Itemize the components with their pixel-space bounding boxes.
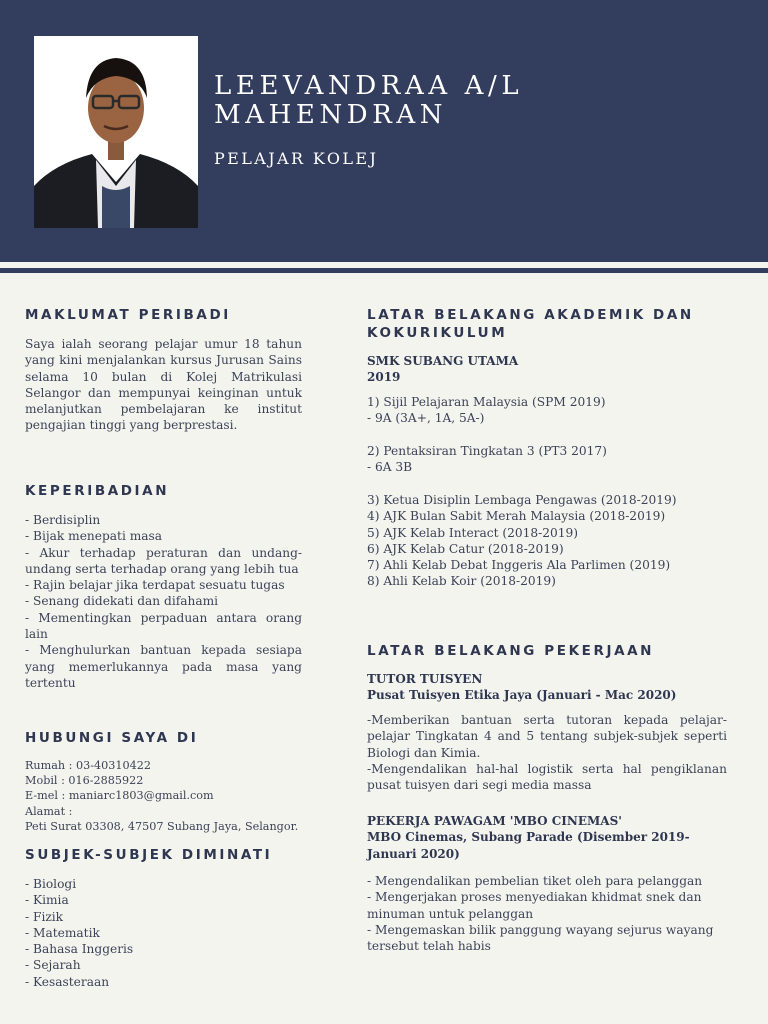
job2-desc xyxy=(367,873,727,954)
personality-list xyxy=(25,512,302,691)
activities-list xyxy=(367,492,737,590)
academic-results xyxy=(367,394,737,427)
pt3-title: 2) Pentaksiran Tingkatan 3 (PT3 2017) xyxy=(367,444,607,458)
activity-item: 3) Ketua Disiplin Lembaga Pengawas (2018-2019) xyxy=(367,493,677,507)
subject-item: - Bahasa Inggeris xyxy=(25,942,134,957)
job2-desc-item: - Mengemaskan bilik panggung wayang sejurus wayang tersebut telah habis xyxy=(367,922,714,954)
profile-photo xyxy=(34,36,198,228)
contact-address: Peti Surat 03308, 47507 Subang Jaya, Selangor. xyxy=(25,819,299,833)
job1-org: Pusat Tuisyen Etika Jaya (Januari - Mac 2020) xyxy=(367,688,677,702)
job1-desc xyxy=(367,712,727,793)
personality-item: - Rajin belajar jika terdapat sesuatu tugas xyxy=(25,578,285,593)
job2-desc-item: - Mengerjakan proses menyediakan khidmat snek dan minuman untuk pelanggan xyxy=(367,890,702,921)
contact-home-phone: Rumah : 03-40310422 xyxy=(25,759,151,772)
subject-item: - Matematik xyxy=(25,925,100,940)
personality-item: - Akur terhadap peraturan dan undang-undang serta terhadap orang yang lebih tua xyxy=(25,545,302,576)
profile-photo-illustration xyxy=(34,36,198,228)
job1-desc-item: -Mengendalikan hal-hal logistik serta hal pengiklanan pusat tuisyen dari segi media massa xyxy=(367,761,727,793)
subject-item: - Fizik xyxy=(25,909,64,924)
job2-desc-item: - Mengendalikan pembelian tiket oleh para pelanggan xyxy=(367,874,703,888)
subjects-list xyxy=(25,876,302,990)
activity-item: 6) AJK Kelab Catur (2018-2019) xyxy=(367,541,564,556)
subject-item: - Kimia xyxy=(25,893,69,908)
pt3-results xyxy=(367,443,737,476)
activity-item: 8) Ahli Kelab Koir (2018-2019) xyxy=(367,574,556,589)
contact-address-label: Alamat : xyxy=(25,804,73,818)
personality-item: - Senang didekati dan difahami xyxy=(25,594,219,609)
subjects-heading: SUBJEK-SUBJEK DIMINATI xyxy=(25,847,273,863)
job2-title: PEKERJA PAWAGAM 'MBO CINEMAS' xyxy=(367,814,622,828)
spm-title: 1) Sijil Pelajaran Malaysia (SPM 2019) xyxy=(367,395,606,409)
personal-text: Saya ialah seorang pelajar umur 18 tahun yang kini menjalankan kursus Jurusan Sains selama 10 bulan di Kolej Matrikulasi Selangor dan mempunyai keinginan untuk melanjutkan pembelajaran ke institut pengajian tinggi yang berprestasi. xyxy=(25,337,302,433)
activity-item: 7) Ahli Kelab Debat Inggeris Ala Parlimen (2019) xyxy=(367,558,671,573)
school-name: SMK SUBANG UTAMA xyxy=(367,354,519,368)
header-divider xyxy=(0,268,768,273)
activity-item: 4) AJK Bulan Sabit Merah Malaysia (2018-2019) xyxy=(367,509,666,524)
job2-org: MBO Cinemas, Subang Parade (Disember 2019-Januari 2020) xyxy=(367,830,690,861)
activity-item: 5) AJK Kelab Interact (2018-2019) xyxy=(367,525,579,540)
pt3-result: - 6A 3B xyxy=(367,460,413,475)
subject-item: - Biologi xyxy=(25,877,77,891)
personality-item: - Menghulurkan bantuan kepada sesiapa yang memerlukannya pada masa yang tertentu xyxy=(25,643,302,690)
school-year: 2019 xyxy=(367,370,401,384)
contact-list xyxy=(25,758,315,834)
personality-item: - Mementingkan perpaduan antara orang lain xyxy=(25,610,302,642)
candidate-role: PELAJAR KOLEJ xyxy=(214,149,379,168)
personality-item: - Bijak menepati masa xyxy=(25,529,163,544)
candidate-name: LEEVANDRAA A/L MAHENDRAN xyxy=(214,71,524,130)
contact-email: E-mel : maniarc1803@gmail.com xyxy=(25,789,214,803)
academic-heading: LATAR BELAKANG AKADEMIK DAN KOKURIKULUM xyxy=(367,307,694,341)
personality-heading: KEPERIBADIAN xyxy=(25,483,170,499)
contact-mobile: Mobil : 016-2885922 xyxy=(25,774,144,788)
personal-heading: MAKLUMAT PERIBADI xyxy=(25,307,231,323)
job1-desc-item: -Memberikan bantuan serta tutoran kepada pelajar-pelajar Tingkatan 4 and 5 tentang subjek-subjek seperti Biologi dan Kimia. xyxy=(367,713,727,760)
spm-result: - 9A (3A+, 1A, 5A-) xyxy=(367,411,485,426)
subject-item: - Kesasteraan xyxy=(25,974,110,989)
subject-item: - Sejarah xyxy=(25,958,81,973)
personality-item: - Berdisiplin xyxy=(25,513,101,527)
work-heading: LATAR BELAKANG PEKERJAAN xyxy=(367,643,655,659)
job1-title: TUTOR TUISYEN xyxy=(367,672,483,686)
contact-heading: HUBUNGI SAYA DI xyxy=(25,730,199,746)
